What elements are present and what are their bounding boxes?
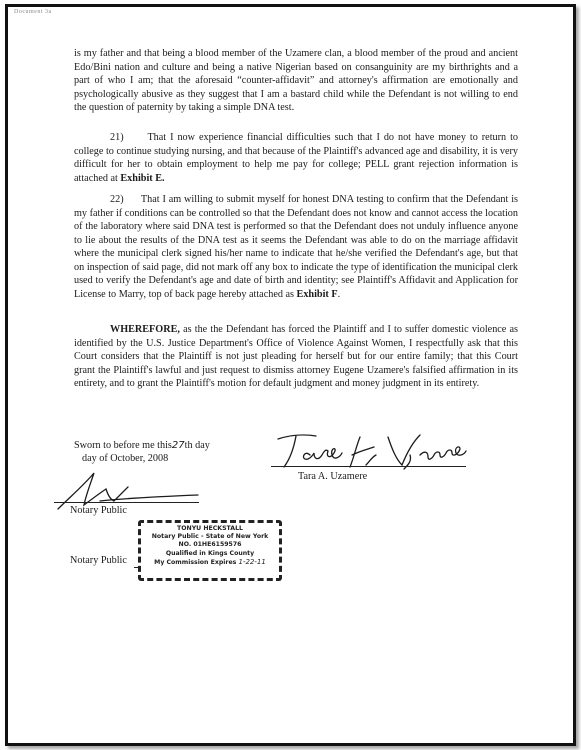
jurat-line-1: Sworn to before me this27th day [74, 440, 210, 451]
paragraph-text: is my father and that being a blood member of the Uzamere clan, a blood member of the proud and ancient Edo/Bini nation and culture and being a native Nigerian based on consanguinity are my birthrights and a part of who I am; that the aforesaid “counter-affidavit” and attorney's affirmation are emotionally and psychologically abusive as they suggest that I am a bastard child while the Defendant is not willing to end the question of paternity by taking a simple DNA test. [74, 48, 518, 114]
wherefore-lead: WHEREFORE, [110, 324, 180, 335]
handwritten-day: 27 [171, 440, 185, 451]
stamp-title: Notary Public - State of New York [151, 533, 269, 541]
notary-label: Notary Public [70, 555, 127, 566]
stamp-expiry: My Commission Expires 1-22-11 [154, 557, 266, 566]
paragraph-number: 22) [110, 194, 124, 205]
document-page [5, 4, 576, 746]
stamp-county: Qualified in Kings County [165, 549, 255, 557]
exhibit-reference: Exhibit F [296, 288, 338, 300]
paragraph-text: That I am willing to submit myself for honest DNA testing to confirm that the Defendant is my father if conditions can be controlled so that the Defendant does not know and cannot access the location of the laboratory where said DNA test is performed so that the Defendant does not unduly influence anyone to lie about the results of the DNA test as it seems the Defendant was able to do on the marriage affidavit where the municipal clerk signed his/her name to indicate that he/she verified the Defendant's age, but that on inspection of said page, did not mark off any box to indicate the type of identification the municipal clerk used to verify the Defendant's age and date of birth and identity; see Plaintiff's Affidavit and Application for License to Marry, top of back page hereby attached as [74, 194, 519, 300]
paragraph-number: 21) [110, 132, 124, 143]
paragraph-22: 22) That I am willing to submit myself for honest DNA testing to confirm that the Defendant is my father if conditions can be controlled so that the Defendant does not know and cannot access the location of the laboratory where said DNA test is performed so that the Defendant does not unduly influence anyone to lie about the results of the DNA test as it seems the Defendant was able to do on the marriage affidavit where the municipal clerk signed his/her name to indicate that he/she verified the Defendant's age, but that on inspection of said page, did not mark off any box to indicate the type of identification the municipal clerk used to verify the Defendant's age and date of birth and identity; see Plaintiff's Affidavit and Application for License to Marry, top of back page hereby attached as Exhibit F. [74, 194, 519, 300]
paragraph-continuation [74, 47, 518, 115]
jurat-line-2: day of October, 2008 [82, 453, 169, 464]
page-mark: Document 3a [14, 9, 52, 15]
notary-stamp [138, 520, 282, 581]
paragraph-text: That I now experience financial difficulties such that I do not have money to return to college to continue studying nursing, and that because of the Plaintiff's advanced age and disability, it is very difficult for her to obtain employment to help me pay for college; PELL grant rejection information is attached at [74, 132, 519, 184]
stamp-number: NO. 01HE6159576 [178, 541, 242, 549]
exhibit-reference: Exhibit E. [120, 172, 165, 184]
paragraph-21 [74, 131, 518, 185]
paragraph-wherefore [74, 323, 518, 391]
stamp-name: TONYU HECKSTALL [177, 525, 243, 532]
jurat-block [74, 439, 210, 465]
notary-label: Notary Public [70, 505, 127, 516]
signature-line [271, 466, 466, 467]
handwritten-expiry: 1-22-11 [238, 557, 266, 566]
signer-name: Tara A. Uzamere [298, 471, 368, 482]
paragraph-text: as the the Defendant has forced the Plaintiff and I to suffer domestic violence as identified by the U.S. Justice Department's Office of Violence Against Women, I respectfully ask that this Court considers that the Plaintiff is not just pleading for herself but for our entire family; that this Court grant the Plaintiff's lawful and just request to dismiss attorney Eugene Uzamere's falsified affirmation in its entirety, and to grant the Plaintiff's motion for default judgment and money judgment in its entirety. [74, 324, 518, 390]
signature-line [54, 502, 199, 503]
